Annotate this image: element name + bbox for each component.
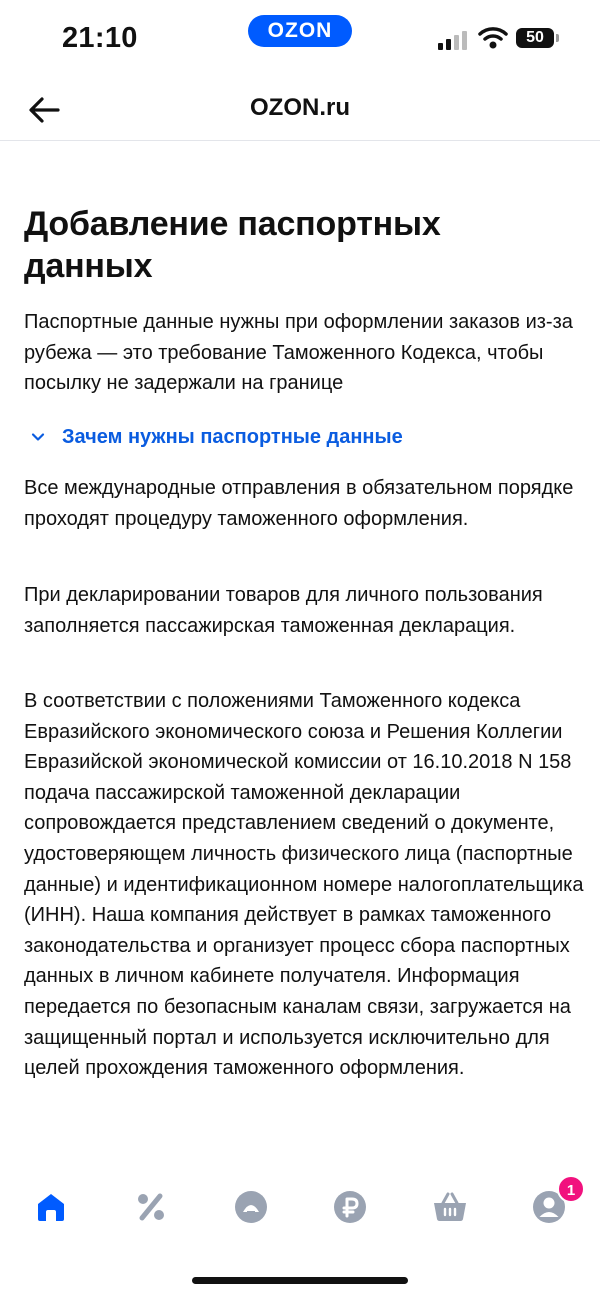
- ozon-bank-icon: [333, 1190, 367, 1224]
- status-time: 21:10: [62, 22, 138, 54]
- battery-icon: 50: [516, 28, 554, 48]
- nav-bar: [0, 80, 600, 141]
- chevron-down-icon: [24, 423, 52, 451]
- tab-fresh[interactable]: [231, 1187, 271, 1227]
- cellular-signal-icon: [438, 30, 468, 50]
- page-content[interactable]: [0, 141, 600, 1171]
- bottom-tab-bar: [0, 1171, 600, 1251]
- paragraph: При декларировании товаров для личного пользования заполняется пассажирская таможенная декларация.: [24, 584, 543, 637]
- tab-bank[interactable]: [330, 1187, 370, 1227]
- paragraph: Все международные отправления в обязательном порядке проходят процедуру таможенного оформления.: [24, 477, 574, 530]
- home-indicator[interactable]: [192, 1277, 408, 1284]
- fresh-icon: [234, 1190, 268, 1224]
- page-title: Добавление паспортных данных: [24, 205, 441, 285]
- paragraph: В соответствии с положениями Таможенного кодекса Евразийского экономического союза и Решения Коллегии Евразийской экономической комиссии от 16.10.2018 N 158 подача пассажирской таможенной декларации сопровождается представлением сведений о документе, удостоверяющем личность физического лица (паспортные данные) и идентификационном номере налогоплательщика (ИНН). Наша компания действует в рамках таможенного законодательства и организует процесс сбора паспортных данных в личном кабинете получателя. Информация передается по безопасным каналам связи, загружается на защищенный портал и используется исключительно для целей прохождения таможенного оформления.: [24, 690, 584, 1080]
- battery-tip: [556, 34, 559, 42]
- tab-home[interactable]: [31, 1187, 71, 1227]
- intro-text: Паспортные данные нужны при оформлении заказов из-за рубежа — это требование Таможенного Кодекса, чтобы посылку не задержали на границе: [24, 311, 573, 394]
- percent-icon: [135, 1191, 167, 1223]
- nav-title: OZON.ru: [250, 94, 350, 121]
- cart-icon: [432, 1191, 468, 1223]
- home-icon: [34, 1191, 68, 1223]
- accordion-why-passport[interactable]: [24, 422, 403, 452]
- ozon-app-pill[interactable]: OZON: [248, 15, 352, 47]
- status-bar: [0, 0, 600, 80]
- accordion-label: Зачем нужны паспортные данные: [62, 425, 403, 448]
- profile-notification-badge: 1: [557, 1175, 585, 1203]
- wifi-icon: [478, 26, 508, 50]
- tab-sales[interactable]: [131, 1187, 171, 1227]
- tab-cart[interactable]: [430, 1187, 470, 1227]
